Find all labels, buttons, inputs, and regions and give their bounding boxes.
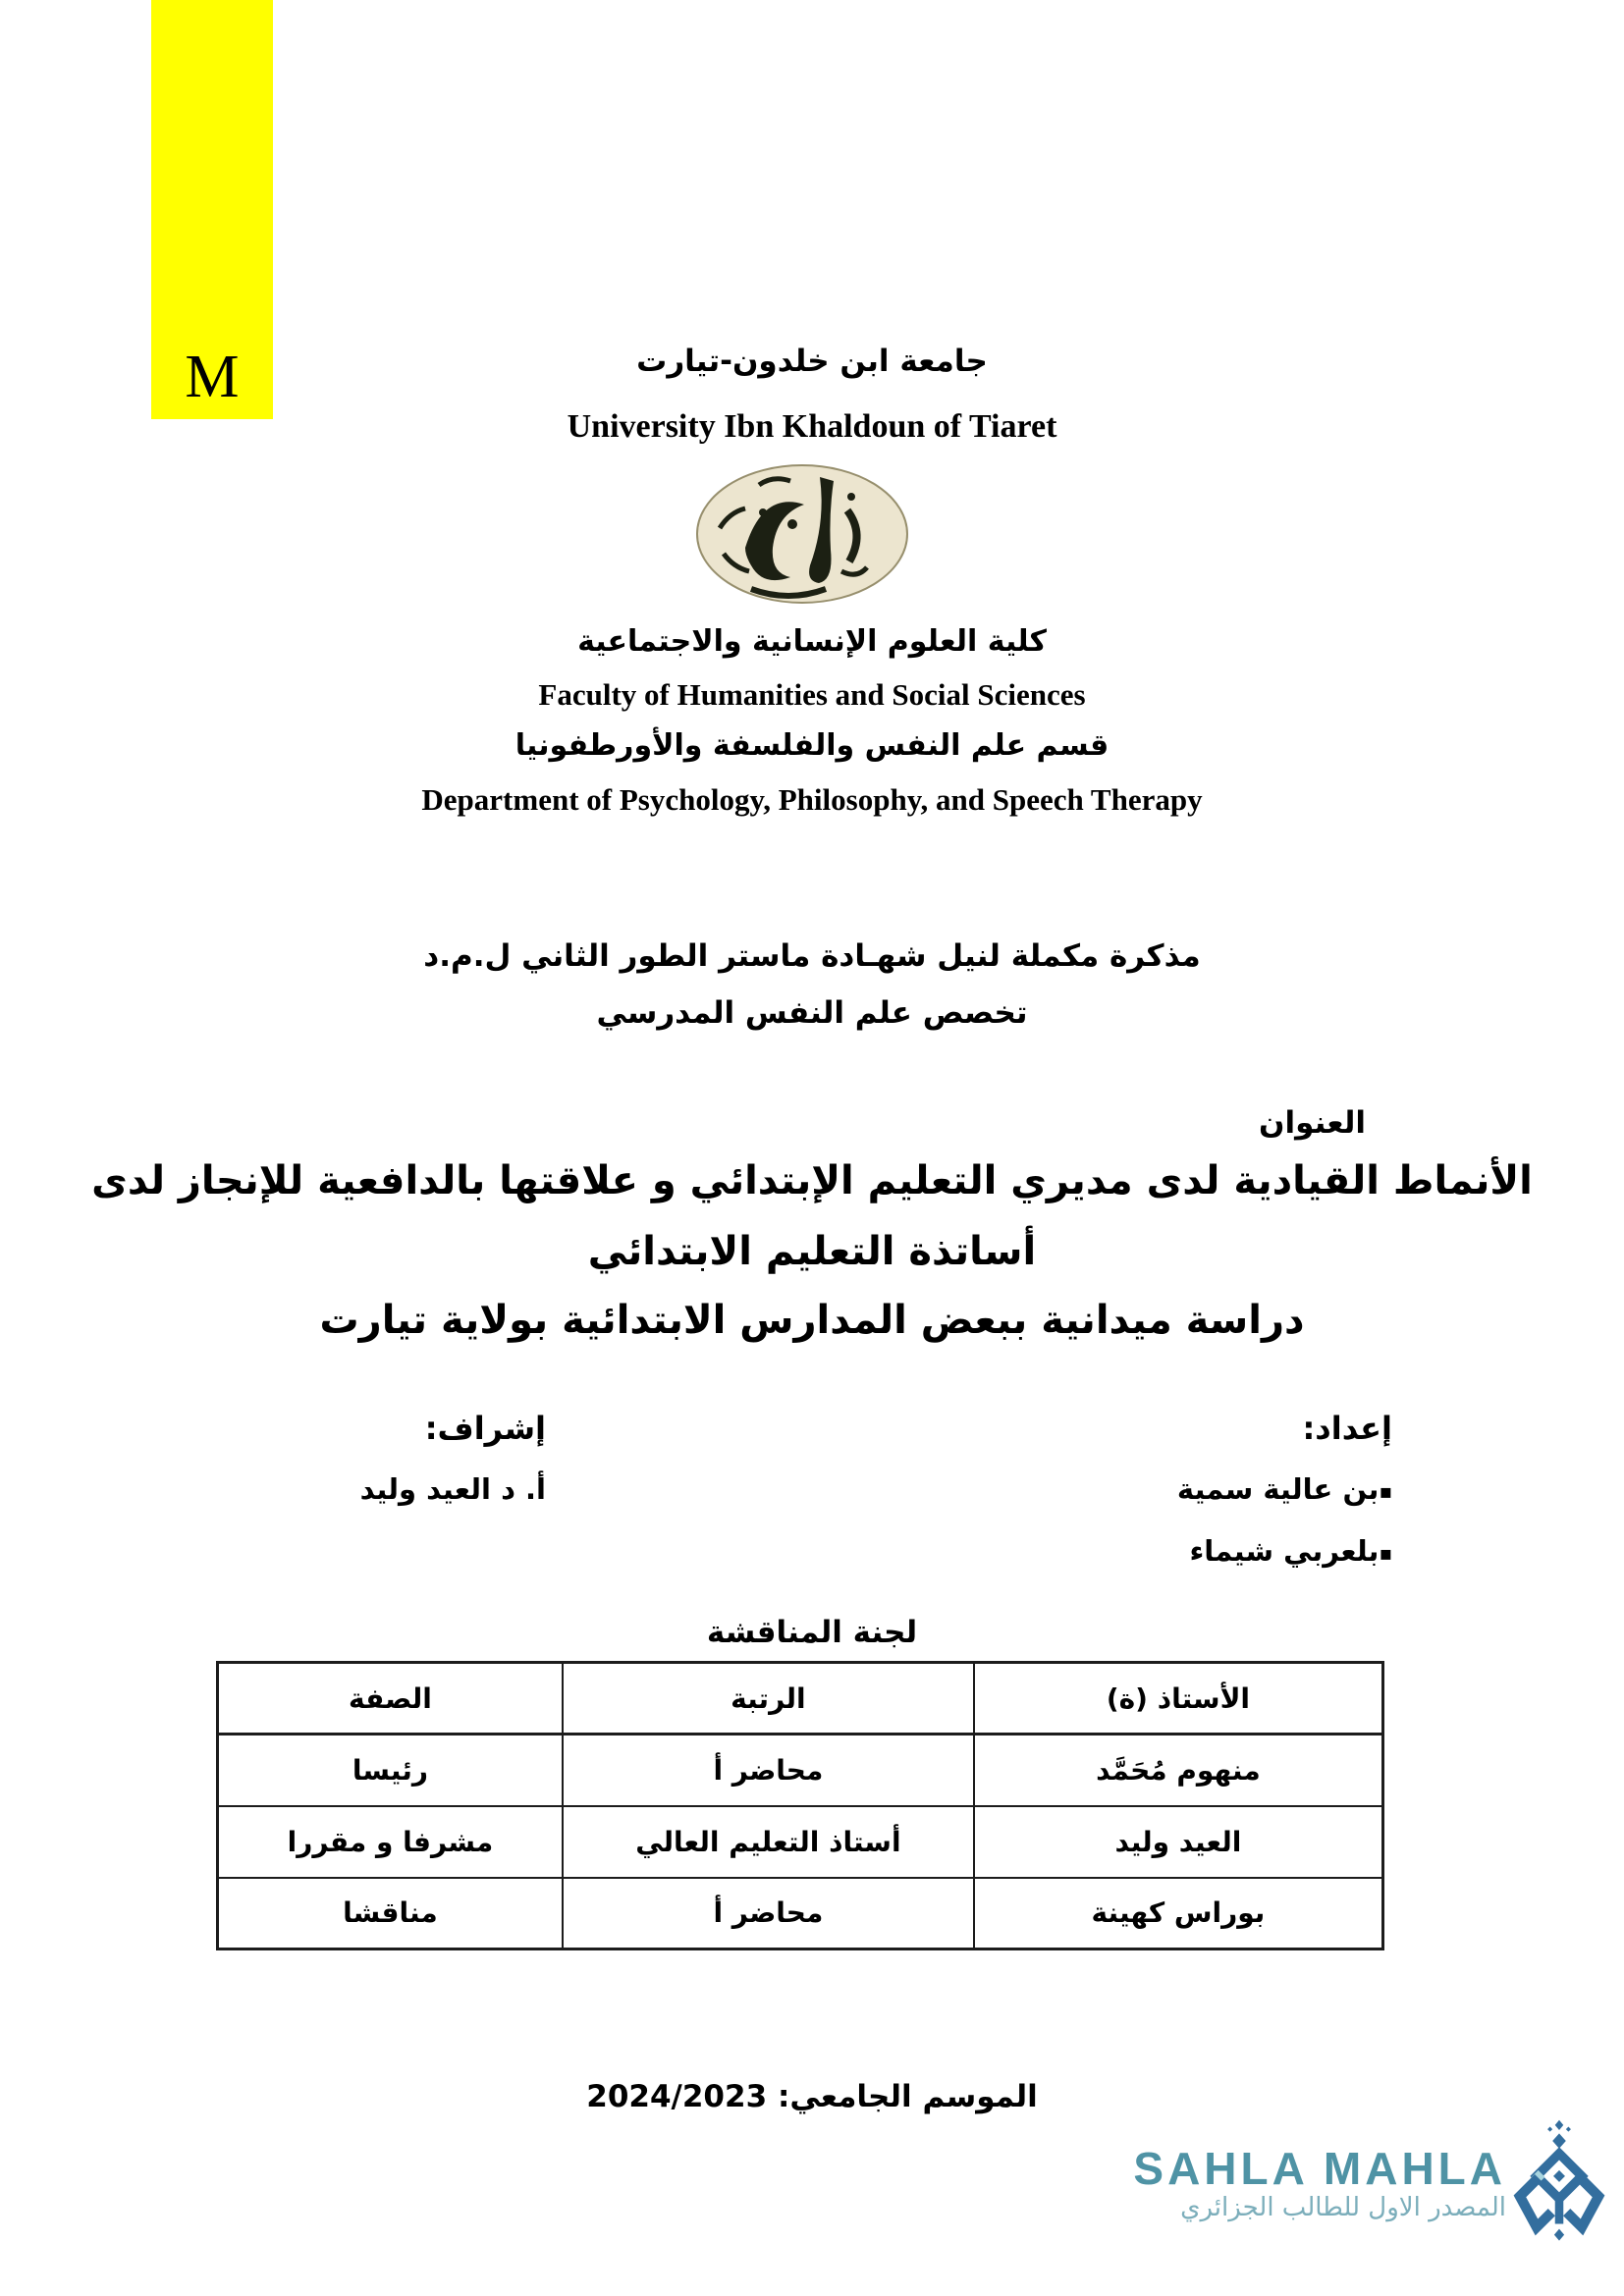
table-row [218,1806,1383,1878]
role-cell: مناقشا [218,1878,563,1949]
supervision-label: إشراف: [424,1410,546,1447]
professor-cell: بوراس كهينة [974,1878,1383,1949]
thesis-type-line: مذكرة مكملة لنيل شهـادة ماستر الطور الثاني ل.م.د [423,938,1201,974]
academic-year-line: الموسم الجامعي: 2024/2023 [586,2079,1038,2114]
sahla-mahla-icon [1512,2118,1606,2244]
title-label: العنوان [1259,1105,1366,1141]
rank-cell: محاضر أ [563,1735,974,1806]
faculty-name-arabic: كلية العلوم الإنسانية والاجتماعية [577,624,1047,659]
student-name-1 [1177,1472,1392,1506]
column-header-professor: الأستاذ (ة) [974,1663,1383,1735]
thesis-title-line1: الأنماط القيادية لدى مديري التعليم الإبتدائي و علاقتها بالدافعية للإنجاز لدى [91,1158,1533,1203]
student-name-2 [1177,1534,1392,1568]
sahla-mahla-watermark [1096,2118,1606,2246]
supervisor-name: أ. د العيد وليد [359,1472,546,1506]
bullet-square-icon: ▪ [1379,1479,1392,1503]
table-row [218,1878,1383,1949]
rank-cell: محاضر أ [563,1878,974,1949]
watermark-tagline: المصدر الاول للطالب الجزائري [1180,2193,1506,2222]
department-name-english: Department of Psychology, Philosophy, and Speech Therapy [421,782,1203,817]
prepared-by-block [1177,1410,1392,1568]
watermark-text [1133,2143,1506,2222]
column-header-rank: الرتبة [563,1663,974,1735]
rank-cell: أستاذ التعليم العالي [563,1806,974,1878]
professor-cell: العيد وليد [974,1806,1383,1878]
professor-cell: منهوم مُحَمَّد [974,1735,1383,1806]
thesis-specialty-line: تخصص علم النفس المدرسي [596,995,1028,1031]
university-name-arabic: جامعة ابن خلدون-تيارت [636,344,988,379]
role-cell: مشرفا و مقررا [218,1806,563,1878]
prepared-by-label: إعداد: [1302,1410,1392,1447]
university-name-english: University Ibn Khaldoun of Tiaret [567,408,1057,445]
bullet-square-icon: ▪ [1379,1541,1392,1565]
thesis-title-line2: أساتذة التعليم الابتدائي [587,1229,1037,1274]
committee-table [216,1661,1384,1950]
role-cell: رئيسا [218,1735,563,1806]
faculty-name-english: Faculty of Humanities and Social Sciences [538,677,1086,712]
margin-letter: M [185,344,240,410]
department-name-arabic: قسم علم النفس والفلسفة والأورطفونيا [514,728,1110,763]
column-header-role: الصفة [218,1663,563,1735]
committee-heading: لجنة المناقشة [706,1615,918,1650]
supervision-block [360,1410,546,1506]
university-seal-icon [694,463,910,606]
table-row [218,1735,1383,1806]
university-seal-logo [694,463,910,606]
watermark-brand-name: SAHLA MAHLA [1133,2143,1506,2194]
committee-header-row [218,1663,1383,1735]
thesis-subtitle-line: دراسة ميدانية ببعض المدارس الابتدائية بولاية تيارت [319,1298,1305,1343]
student-name-2-text: بلعربي شيماء [1189,1534,1380,1568]
student-name-1-text: بن عالية سمية [1176,1472,1380,1506]
